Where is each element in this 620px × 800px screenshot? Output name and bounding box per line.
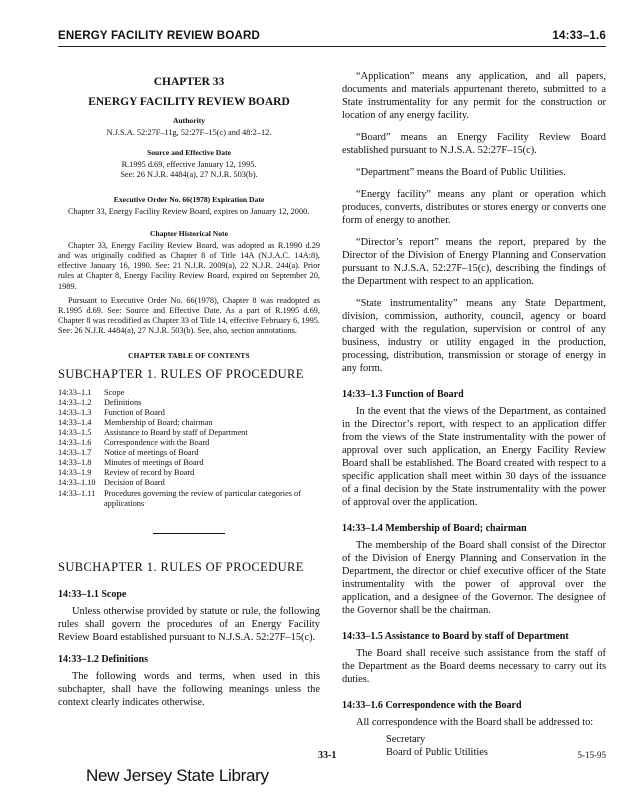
section-heading-membership: 14:33–1.4 Membership of Board; chairman xyxy=(342,523,527,534)
toc-entry-number: 14:33–1.7 xyxy=(58,448,92,458)
toc-entry-number: 14:33–1.6 xyxy=(58,438,92,448)
toc-entry[interactable] xyxy=(58,428,320,438)
definition-department: “Department” means the Board of Public Utilities. xyxy=(356,167,566,178)
toc-entry-number: 14:33–1.4 xyxy=(58,417,92,427)
toc-entry-title: Scope xyxy=(104,387,125,397)
section-text-function: In the event that the views of the Department, as contained in the Director’s report, with respect to an application differ from the views of the State instrumentality with the power of approval over such application, an Energy Facility Review Board shall be established. The Board created with respect to a specific application shall meet within 30 days of the issuance of a final decision by the State instrumentality with the power of approval over the application. xyxy=(342,406,606,508)
toc-entry[interactable] xyxy=(58,458,320,468)
toc-entry-title: Minutes of meetings of Board xyxy=(104,458,204,468)
library-stamp: New Jersey State Library xyxy=(86,766,269,785)
address-line-1: Secretary xyxy=(386,734,426,745)
address-block xyxy=(342,733,606,759)
historical-note-text-2: Pursuant to Executive Order No. 66(1978), Chapter 8 was readopted as R.1995 d.69. See: Source and Effective Date. As a part of R.1995 d.69, Chapter 8 was recodified as Chapter 33 of Title 14, effective February 6, 1995. See: 26 N.J.R. 4484(a), 27 N.J.R. 503(b). See, also, section annotations. xyxy=(58,295,320,336)
running-header xyxy=(58,30,606,47)
toc-entry-number: 14:33–1.1 xyxy=(58,387,92,397)
definition-board: “Board” means an Energy Facility Review Board established pursuant to N.J.S.A. 52:27F–15(c). xyxy=(342,132,606,156)
toc-entry[interactable] xyxy=(58,398,320,408)
section-text-assistance: The Board shall receive such assistance from the staff of the Department as the Board deems necessary to carry out its duties. xyxy=(342,648,606,685)
executive-order-heading: Executive Order No. 66(1978) Expiration Date xyxy=(113,194,265,204)
source-heading: Source and Effective Date xyxy=(146,148,231,158)
toc-entry-number: 14:33–1.2 xyxy=(58,397,92,407)
section-text-membership: The membership of the Board shall consist of the Director of the Division of Energy Planning and Conservation in the Department, the director or chief executive officer of the State instrumentality with the power of approval over the application, and a designee of the Governor. The designee of the Governor shall be the chairman. xyxy=(342,540,606,616)
toc-entry[interactable] xyxy=(58,468,320,478)
header-section-number: 14:33–1.6 xyxy=(552,30,606,42)
definition-application: “Application” means any application, and all papers, documents and materials appurtenant thereto, submitted to a State instrumentality for any permit for the construction or location of any energy facility. xyxy=(342,71,606,121)
section-text-scope: Unless otherwise provided by statute or rule, the following rules shall govern the procedures of an Energy Facility Review Board established pursuant to N.J.S.A. 52:27F–15(c). xyxy=(58,605,320,643)
definition-energy-facility: “Energy facility” means any plant or operation which produces, converts, distributes or stores energy or converts one form of energy to another. xyxy=(342,189,606,226)
toc-entry-number: 14:33–1.5 xyxy=(58,428,92,438)
toc-entry-number: 14:33–1.9 xyxy=(58,468,92,478)
toc-entry-number: 14:33–1.11 xyxy=(58,488,96,498)
section-heading-definitions: 14:33–1.2 Definitions xyxy=(58,653,148,665)
toc-entry[interactable] xyxy=(58,408,320,418)
section-heading-function: 14:33–1.3 Function of Board xyxy=(342,389,464,400)
executive-order-text: Chapter 33, Energy Facility Review Board, expires on January 12, 2000. xyxy=(68,206,310,216)
toc-entry-number: 14:33–1.8 xyxy=(58,458,92,468)
toc-entry-title: Membership of Board; chairman xyxy=(104,417,213,427)
toc-entry-number: 14:33–1.10 xyxy=(58,478,96,488)
section-heading-scope: 14:33–1.1 Scope xyxy=(58,588,127,600)
toc-entry[interactable] xyxy=(58,478,320,488)
header-title: ENERGY FACILITY REVIEW BOARD xyxy=(58,30,260,42)
section-heading-correspondence: 14:33–1.6 Correspondence with the Board xyxy=(342,700,522,711)
toc-entry[interactable] xyxy=(58,418,320,428)
source-text-1: R.1995 d.69, effective January 12, 1995. xyxy=(121,160,257,170)
toc-entry[interactable] xyxy=(58,448,320,458)
toc-subchapter-heading: SUBCHAPTER 1. RULES OF PROCEDURE xyxy=(58,366,304,381)
toc-entry[interactable] xyxy=(58,438,320,448)
toc-entry-title: Definitions xyxy=(104,397,142,407)
toc-entry-title: Correspondence with the Board xyxy=(104,438,210,448)
toc-entry[interactable] xyxy=(58,489,320,509)
toc-entry-title: Review of record by Board xyxy=(104,468,195,478)
definition-directors-report: “Director’s report” means the report, prepared by the Director of the Division of Energy Planning and Conservation pursuant to N.J.S.A. 52:27F–15(c), describing the findings of the Department with respect to an application. xyxy=(342,237,606,287)
toc-heading: CHAPTER TABLE OF CONTENTS xyxy=(128,350,250,360)
historical-note-text-1: Chapter 33, Energy Facility Review Board, was adopted as R.1990 d.29 and was originally codified as Chapter 8 of Title 14A (N.J.A.C. 14A:8), effective January 16, 1990. See: 21 N.J.R. 2009(a), 22 N.J.R. 244(a). Prior rules at Chapter 8, Energy Facility Review Board, expired on September 20, 1989. xyxy=(58,240,320,291)
source-text-2: See: 26 N.J.R. 4484(a), 27 N.J.R. 503(b). xyxy=(120,170,258,180)
toc-entry-title: Decision of Board xyxy=(104,478,165,488)
toc-entry-title: Assistance to Board by staff of Department xyxy=(104,428,248,438)
toc-entry-title: Notice of meetings of Board xyxy=(104,448,199,458)
section-text-definitions: The following words and terms, when used in this subchapter, shall have the following meanings unless the context clearly indicates otherwise. xyxy=(58,670,320,708)
toc-entry[interactable] xyxy=(58,388,320,398)
page-number: 33-1 xyxy=(318,750,337,761)
section-heading-assistance: 14:33–1.5 Assistance to Board by staff of Department xyxy=(342,631,569,642)
historical-note-heading: Chapter Historical Note xyxy=(150,228,228,238)
left-column xyxy=(58,70,320,713)
chapter-name: ENERGY FACILITY REVIEW BOARD xyxy=(88,96,290,108)
authority-heading: Authority xyxy=(172,116,206,125)
chapter-number: CHAPTER 33 xyxy=(153,76,225,88)
authority-text: N.J.S.A. 52:27F–11g, 52:27F–15(c) and 48:2–12. xyxy=(106,128,272,137)
address-line-2: Board of Public Utilities xyxy=(386,747,488,758)
table-of-contents xyxy=(58,388,320,509)
toc-entry-number: 14:33–1.3 xyxy=(58,407,92,417)
subchapter-heading: SUBCHAPTER 1. RULES OF PROCEDURE xyxy=(58,559,304,574)
toc-entry-title: Procedures governing the review of particular categories of applications xyxy=(104,488,301,508)
revision-date: 5-15-95 xyxy=(577,750,606,760)
definition-state-instrumentality: “State instrumentality” means any State Department, division, commission, authority, council, agency or board charged with the regulation, supervision or control of any business, industry or utility engaged in the production, processing, distribution, transmission or storage of energy in any form. xyxy=(342,298,606,374)
toc-entry-title: Function of Board xyxy=(104,407,165,417)
section-divider xyxy=(153,533,225,534)
section-text-correspondence: All correspondence with the Board shall be addressed to: xyxy=(356,717,594,728)
right-column xyxy=(342,70,606,759)
